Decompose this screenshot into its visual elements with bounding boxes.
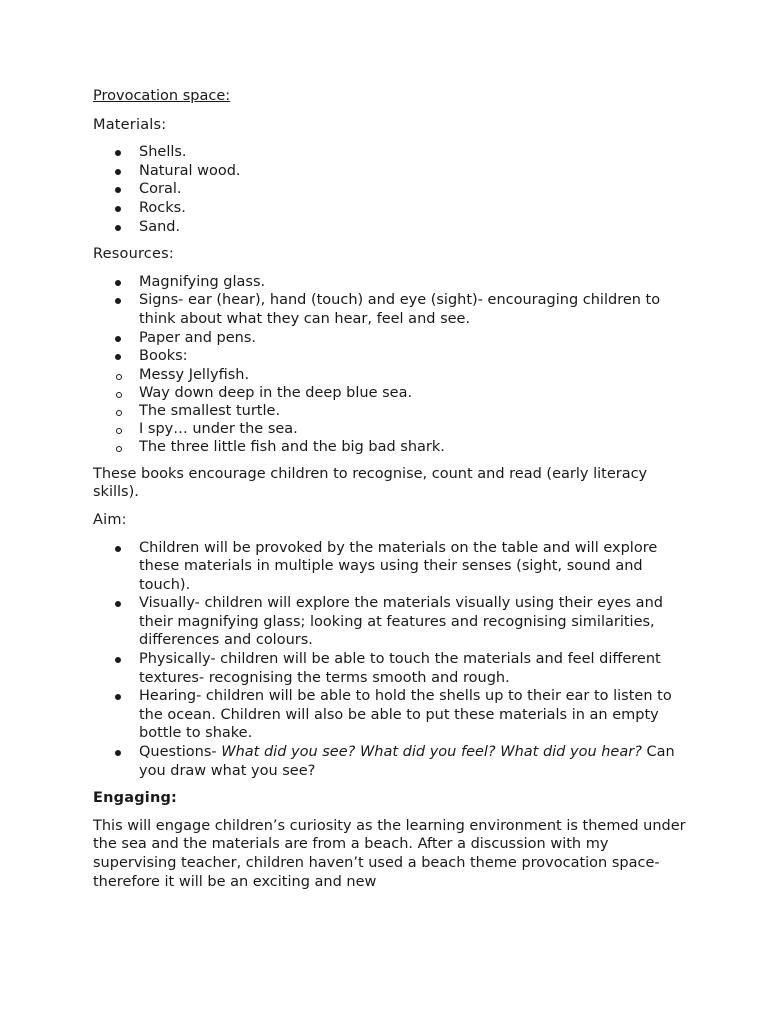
list-item: Natural wood. [93,162,693,181]
list-item: Children will be provoked by the materials on the table and will explore these materials in multiple ways using their senses (sight, sound and touch). [93,539,693,595]
list-item: Coral. [93,180,693,199]
bullet-icon [115,187,121,193]
bullet-icon [115,298,121,304]
bullet-icon [115,280,121,286]
aim-list [93,539,693,781]
list-item: Paper and pens. [93,329,693,348]
resources-heading: Resources: [93,246,174,263]
list-item: Hearing- children will be able to hold the shells up to their ear to listen to the ocean. Children will also be able to put these materials in an empty bottle to shake. [93,687,693,743]
bullet-icon [115,657,121,663]
circle-bullet-icon [116,392,122,398]
circle-bullet-icon [116,374,122,380]
circle-bullet-icon [116,446,122,452]
circle-bullet-icon [116,428,122,434]
resources-list [93,273,693,456]
list-item: Magnifying glass. [93,273,693,292]
list-item: Signs- ear (hear), hand (touch) and eye (sight)- encouraging children to think about what they can hear, feel and see. [93,291,693,328]
document-title: Provocation space: [93,88,231,104]
document-page [93,87,693,900]
list-item: Shells. [93,143,693,162]
bullet-icon [115,150,121,156]
bullet-icon [115,206,121,212]
list-item: Books: [93,347,693,366]
bullet-icon [115,546,121,552]
materials-list [93,143,693,236]
engaging-paragraph: This will engage children’s curiosity as the learning environment is themed under the sea and the materials are from a beach. After a discussion with my supervising teacher, children haven’t used a beach theme provocation space- therefore it will be an exciting and new [93,817,686,890]
bullet-icon [115,225,121,231]
bullet-icon [115,750,121,756]
book-item: The three little fish and the big bad shark. [93,438,693,456]
bullet-icon [115,169,121,175]
bullet-icon [115,601,121,607]
book-item: Way down deep in the deep blue sea. [93,384,693,402]
list-item: Visually- children will explore the materials visually using their eyes and their magnifying glass; looking at features and recognising similarities, differences and colours. [93,594,693,650]
questions-item: Questions- What did you see? What did you feel? What did you hear? Can you draw what you see? [93,743,693,780]
book-item: The smallest turtle. [93,402,693,420]
engaging-heading: Engaging: [93,790,178,807]
materials-heading: Materials: [93,116,167,133]
bullet-icon [115,354,121,360]
list-item: Physically- children will be able to touch the materials and feel different textures- recognising the terms smooth and rough. [93,650,693,687]
aim-heading: Aim: [93,511,127,528]
book-item: I spy… under the sea. [93,420,693,438]
list-item: Rocks. [93,199,693,218]
books-note: These books encourage children to recognise, count and read (early literacy skills). [93,465,648,501]
bullet-icon [115,694,121,700]
bullet-icon [115,336,121,342]
list-item: Sand. [93,218,693,237]
circle-bullet-icon [116,410,122,416]
book-item: Messy Jellyfish. [93,366,693,384]
